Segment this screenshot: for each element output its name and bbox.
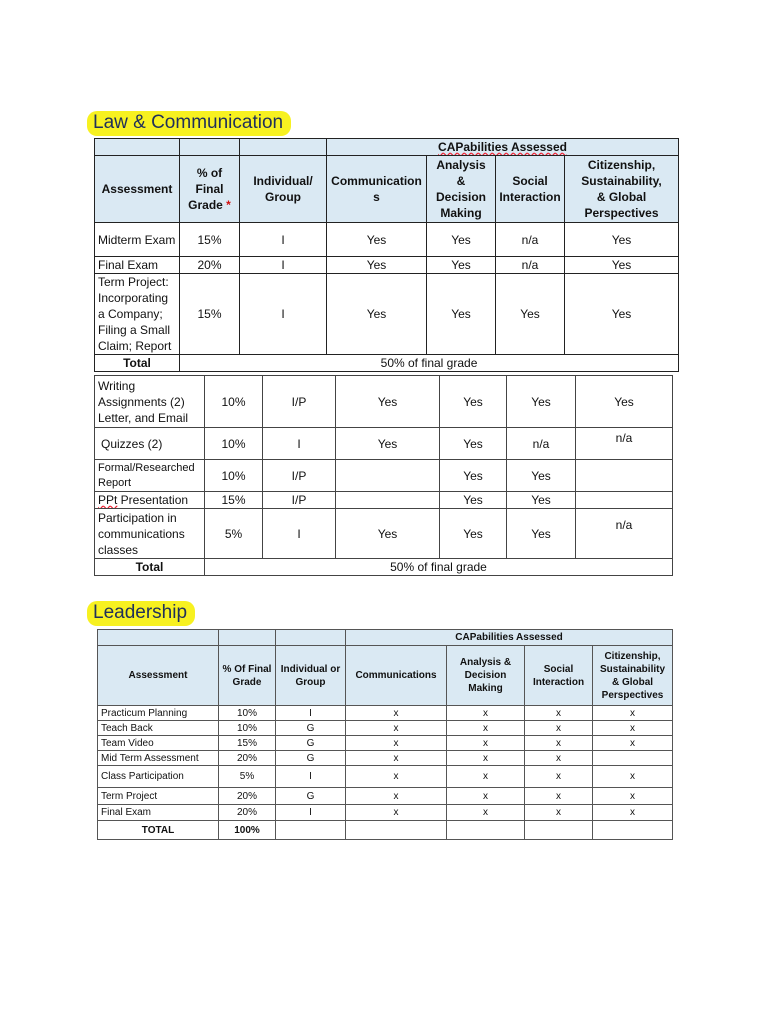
analysis-cell: x <box>447 788 525 805</box>
header-text: Assessment <box>101 182 173 196</box>
social-cell: x <box>525 721 593 736</box>
header-text: & <box>456 174 466 188</box>
communications-cell: Yes <box>336 509 440 559</box>
assessment-cell: Teach Back <box>98 721 219 736</box>
table-row <box>95 274 679 355</box>
table-row <box>95 559 673 576</box>
citizenship-header <box>565 156 679 223</box>
assessment-cell: Mid Term Assessment <box>98 751 219 766</box>
communications-cell: Yes <box>327 257 427 274</box>
table-row <box>95 355 679 372</box>
social-cell: Yes <box>507 509 576 559</box>
communications-cell: x <box>346 721 447 736</box>
assessment-cell: Practicum Planning <box>98 706 219 721</box>
group-cell: I <box>276 766 346 788</box>
header-text: Communication <box>331 174 422 188</box>
table-row <box>98 721 673 736</box>
header-text: Making <box>440 206 482 220</box>
communications-cell: x <box>346 736 447 751</box>
individual-group-header: Individual or Group <box>276 646 346 706</box>
analysis-cell: Yes <box>440 509 507 559</box>
social-interaction-header <box>496 156 565 223</box>
percent-cell: 5% <box>205 509 263 559</box>
analysis-cell: x <box>447 736 525 751</box>
communications-cell: x <box>346 766 447 788</box>
citizenship-cell: x <box>593 721 673 736</box>
communications-cell <box>336 492 440 509</box>
assessment-cell: Participation in communications classes <box>95 509 205 559</box>
percent-final-grade-header <box>180 156 240 223</box>
citizenship-cell: x <box>593 736 673 751</box>
table-row <box>98 630 673 646</box>
assessment-prefix: PPt <box>98 493 118 507</box>
group-cell: G <box>276 736 346 751</box>
law-communication-title: Law & Communication <box>93 112 284 133</box>
group-cell: I/P <box>263 376 336 428</box>
table-row <box>98 805 673 821</box>
social-cell: Yes <box>507 376 576 428</box>
citizenship-cell: Yes <box>565 257 679 274</box>
communications-cell: Yes <box>327 274 427 355</box>
assessment-cell: Midterm Exam <box>95 223 180 257</box>
citizenship-cell <box>593 751 673 766</box>
communications-cell: Yes <box>327 223 427 257</box>
analysis-cell: x <box>447 766 525 788</box>
table-row <box>98 751 673 766</box>
table-row <box>98 706 673 721</box>
header-text: Citizenship, <box>587 158 656 172</box>
citizenship-header: Citizenship, Sustainability & Global Perspectives <box>593 646 673 706</box>
assessment-cell: Team Video <box>98 736 219 751</box>
assessment-cell <box>95 492 205 509</box>
group-cell: I <box>240 223 327 257</box>
social-cell: Yes <box>496 274 565 355</box>
citizenship-cell: Yes <box>565 274 679 355</box>
header-spacer <box>98 630 219 646</box>
header-text: Sustainability, <box>581 174 662 188</box>
group-cell: I <box>263 509 336 559</box>
social-cell: Yes <box>507 492 576 509</box>
percent-cell: 20% <box>219 751 276 766</box>
header-text: s <box>373 190 380 204</box>
percent-cell: 20% <box>219 805 276 821</box>
social-cell: n/a <box>507 428 576 460</box>
group-cell: G <box>276 751 346 766</box>
capabilities-assessed-header <box>327 139 679 156</box>
table-row <box>95 156 679 223</box>
communications-cell: x <box>346 706 447 721</box>
law-communication-heading <box>87 111 291 136</box>
analysis-cell: x <box>447 706 525 721</box>
social-cell: n/a <box>496 223 565 257</box>
analysis-cell: Yes <box>440 492 507 509</box>
header-text: Decision <box>435 190 486 204</box>
social-cell: x <box>525 751 593 766</box>
communications-cell: x <box>346 805 447 821</box>
total-label: TOTAL <box>98 821 219 840</box>
table-row <box>95 460 673 492</box>
header-text: % of <box>196 166 223 180</box>
header-text: Grade <box>188 198 223 212</box>
total-label: Total <box>95 559 205 576</box>
header-text: Analysis <box>436 158 486 172</box>
table-row <box>95 223 679 257</box>
analysis-cell: Yes <box>440 376 507 428</box>
social-cell: n/a <box>496 257 565 274</box>
percent-cell: 20% <box>180 257 240 274</box>
group-cell: I/P <box>263 460 336 492</box>
percent-cell: 15% <box>219 736 276 751</box>
table-row <box>98 788 673 805</box>
social-cell: x <box>525 788 593 805</box>
percent-cell: 15% <box>180 223 240 257</box>
assessment-cell: Writing Assignments (2) Letter, and Email <box>95 376 205 428</box>
percent-cell: 15% <box>205 492 263 509</box>
assessment-cell: Term Project <box>98 788 219 805</box>
analysis-header: Analysis & Decision Making <box>447 646 525 706</box>
header-spacer <box>95 139 180 156</box>
header-text: & Global <box>596 190 647 204</box>
group-cell: I <box>240 274 327 355</box>
table-row <box>95 376 673 428</box>
communications-header <box>327 156 427 223</box>
group-cell: I <box>240 257 327 274</box>
law-communication-table-continued <box>94 375 673 576</box>
header-text: Social <box>512 174 548 188</box>
citizenship-cell: x <box>593 706 673 721</box>
communications-header: Communications <box>346 646 447 706</box>
assessment-cell: Term Project: Incorporating a Company; Filing a Small Claim; Report <box>95 274 180 355</box>
table-row <box>98 766 673 788</box>
table-row <box>95 509 673 559</box>
percent-cell: 10% <box>205 460 263 492</box>
table-row <box>98 821 673 840</box>
citizenship-cell: x <box>593 788 673 805</box>
header-text: Individual/ <box>253 174 313 188</box>
analysis-cell: Yes <box>427 274 496 355</box>
analysis-cell: Yes <box>427 223 496 257</box>
header-text: Final <box>195 182 224 196</box>
group-cell: I <box>263 428 336 460</box>
table-row <box>95 492 673 509</box>
header-spacer <box>276 630 346 646</box>
table-row <box>95 139 679 156</box>
communications-cell: x <box>346 751 447 766</box>
total-value: 50% of final grade <box>205 559 673 576</box>
group-cell: G <box>276 721 346 736</box>
empty-cell <box>447 821 525 840</box>
table-row <box>98 736 673 751</box>
citizenship-cell: n/a <box>576 428 673 460</box>
assessment-cell: Quizzes (2) <box>95 428 205 460</box>
percent-cell: 10% <box>205 376 263 428</box>
empty-cell <box>276 821 346 840</box>
analysis-cell: x <box>447 805 525 821</box>
assessment-cell: Final Exam <box>95 257 180 274</box>
citizenship-cell: Yes <box>565 223 679 257</box>
law-communication-table <box>94 138 679 372</box>
leadership-table <box>97 629 673 840</box>
capabilities-assessed-header: CAPabilities Assessed <box>346 630 673 646</box>
social-interaction-header: Social Interaction <box>525 646 593 706</box>
assessment-cell: Final Exam <box>98 805 219 821</box>
citizenship-cell: n/a <box>576 509 673 559</box>
communications-cell: Yes <box>336 428 440 460</box>
leadership-title: Leadership <box>93 602 188 623</box>
empty-cell <box>525 821 593 840</box>
social-cell: x <box>525 766 593 788</box>
asterisk-note: * <box>226 198 231 212</box>
table-row <box>95 257 679 274</box>
analysis-header <box>427 156 496 223</box>
group-cell: I <box>276 805 346 821</box>
percent-cell: 20% <box>219 788 276 805</box>
citizenship-cell <box>576 492 673 509</box>
header-spacer <box>180 139 240 156</box>
total-label: Total <box>95 355 180 372</box>
percent-final-grade-header: % Of Final Grade <box>219 646 276 706</box>
header-spacer <box>219 630 276 646</box>
assessment-cell: Class Participation <box>98 766 219 788</box>
group-cell: I/P <box>263 492 336 509</box>
social-cell: Yes <box>507 460 576 492</box>
analysis-cell: x <box>447 721 525 736</box>
analysis-cell: Yes <box>440 460 507 492</box>
assessment-header <box>95 156 180 223</box>
communications-cell <box>336 460 440 492</box>
table-row <box>95 428 673 460</box>
table-row <box>98 646 673 706</box>
assessment-rest: Presentation <box>117 493 189 507</box>
percent-cell: 10% <box>205 428 263 460</box>
group-cell: G <box>276 788 346 805</box>
social-cell: x <box>525 736 593 751</box>
assessment-header: Assessment <box>98 646 219 706</box>
analysis-cell: Yes <box>427 257 496 274</box>
individual-group-header <box>240 156 327 223</box>
total-value: 50% of final grade <box>180 355 679 372</box>
social-cell: x <box>525 706 593 721</box>
header-text: Interaction <box>499 190 561 204</box>
citizenship-cell <box>576 460 673 492</box>
percent-cell: 5% <box>219 766 276 788</box>
header-text: Group <box>265 190 301 204</box>
empty-cell <box>593 821 673 840</box>
percent-cell: 15% <box>180 274 240 355</box>
communications-cell: x <box>346 788 447 805</box>
empty-cell <box>346 821 447 840</box>
header-text: Perspectives <box>584 206 659 220</box>
assessment-cell: Formal/Researched Report <box>95 460 205 492</box>
citizenship-cell: x <box>593 766 673 788</box>
social-cell: x <box>525 805 593 821</box>
communications-cell: Yes <box>336 376 440 428</box>
total-value: 100% <box>219 821 276 840</box>
percent-cell: 10% <box>219 706 276 721</box>
group-cell: I <box>276 706 346 721</box>
citizenship-cell: Yes <box>576 376 673 428</box>
citizenship-cell: x <box>593 805 673 821</box>
analysis-cell: Yes <box>440 428 507 460</box>
percent-cell: 10% <box>219 721 276 736</box>
capabilities-label: CAPabilities Assessed <box>438 140 567 154</box>
leadership-heading <box>87 601 195 626</box>
analysis-cell: x <box>447 751 525 766</box>
header-spacer <box>240 139 327 156</box>
